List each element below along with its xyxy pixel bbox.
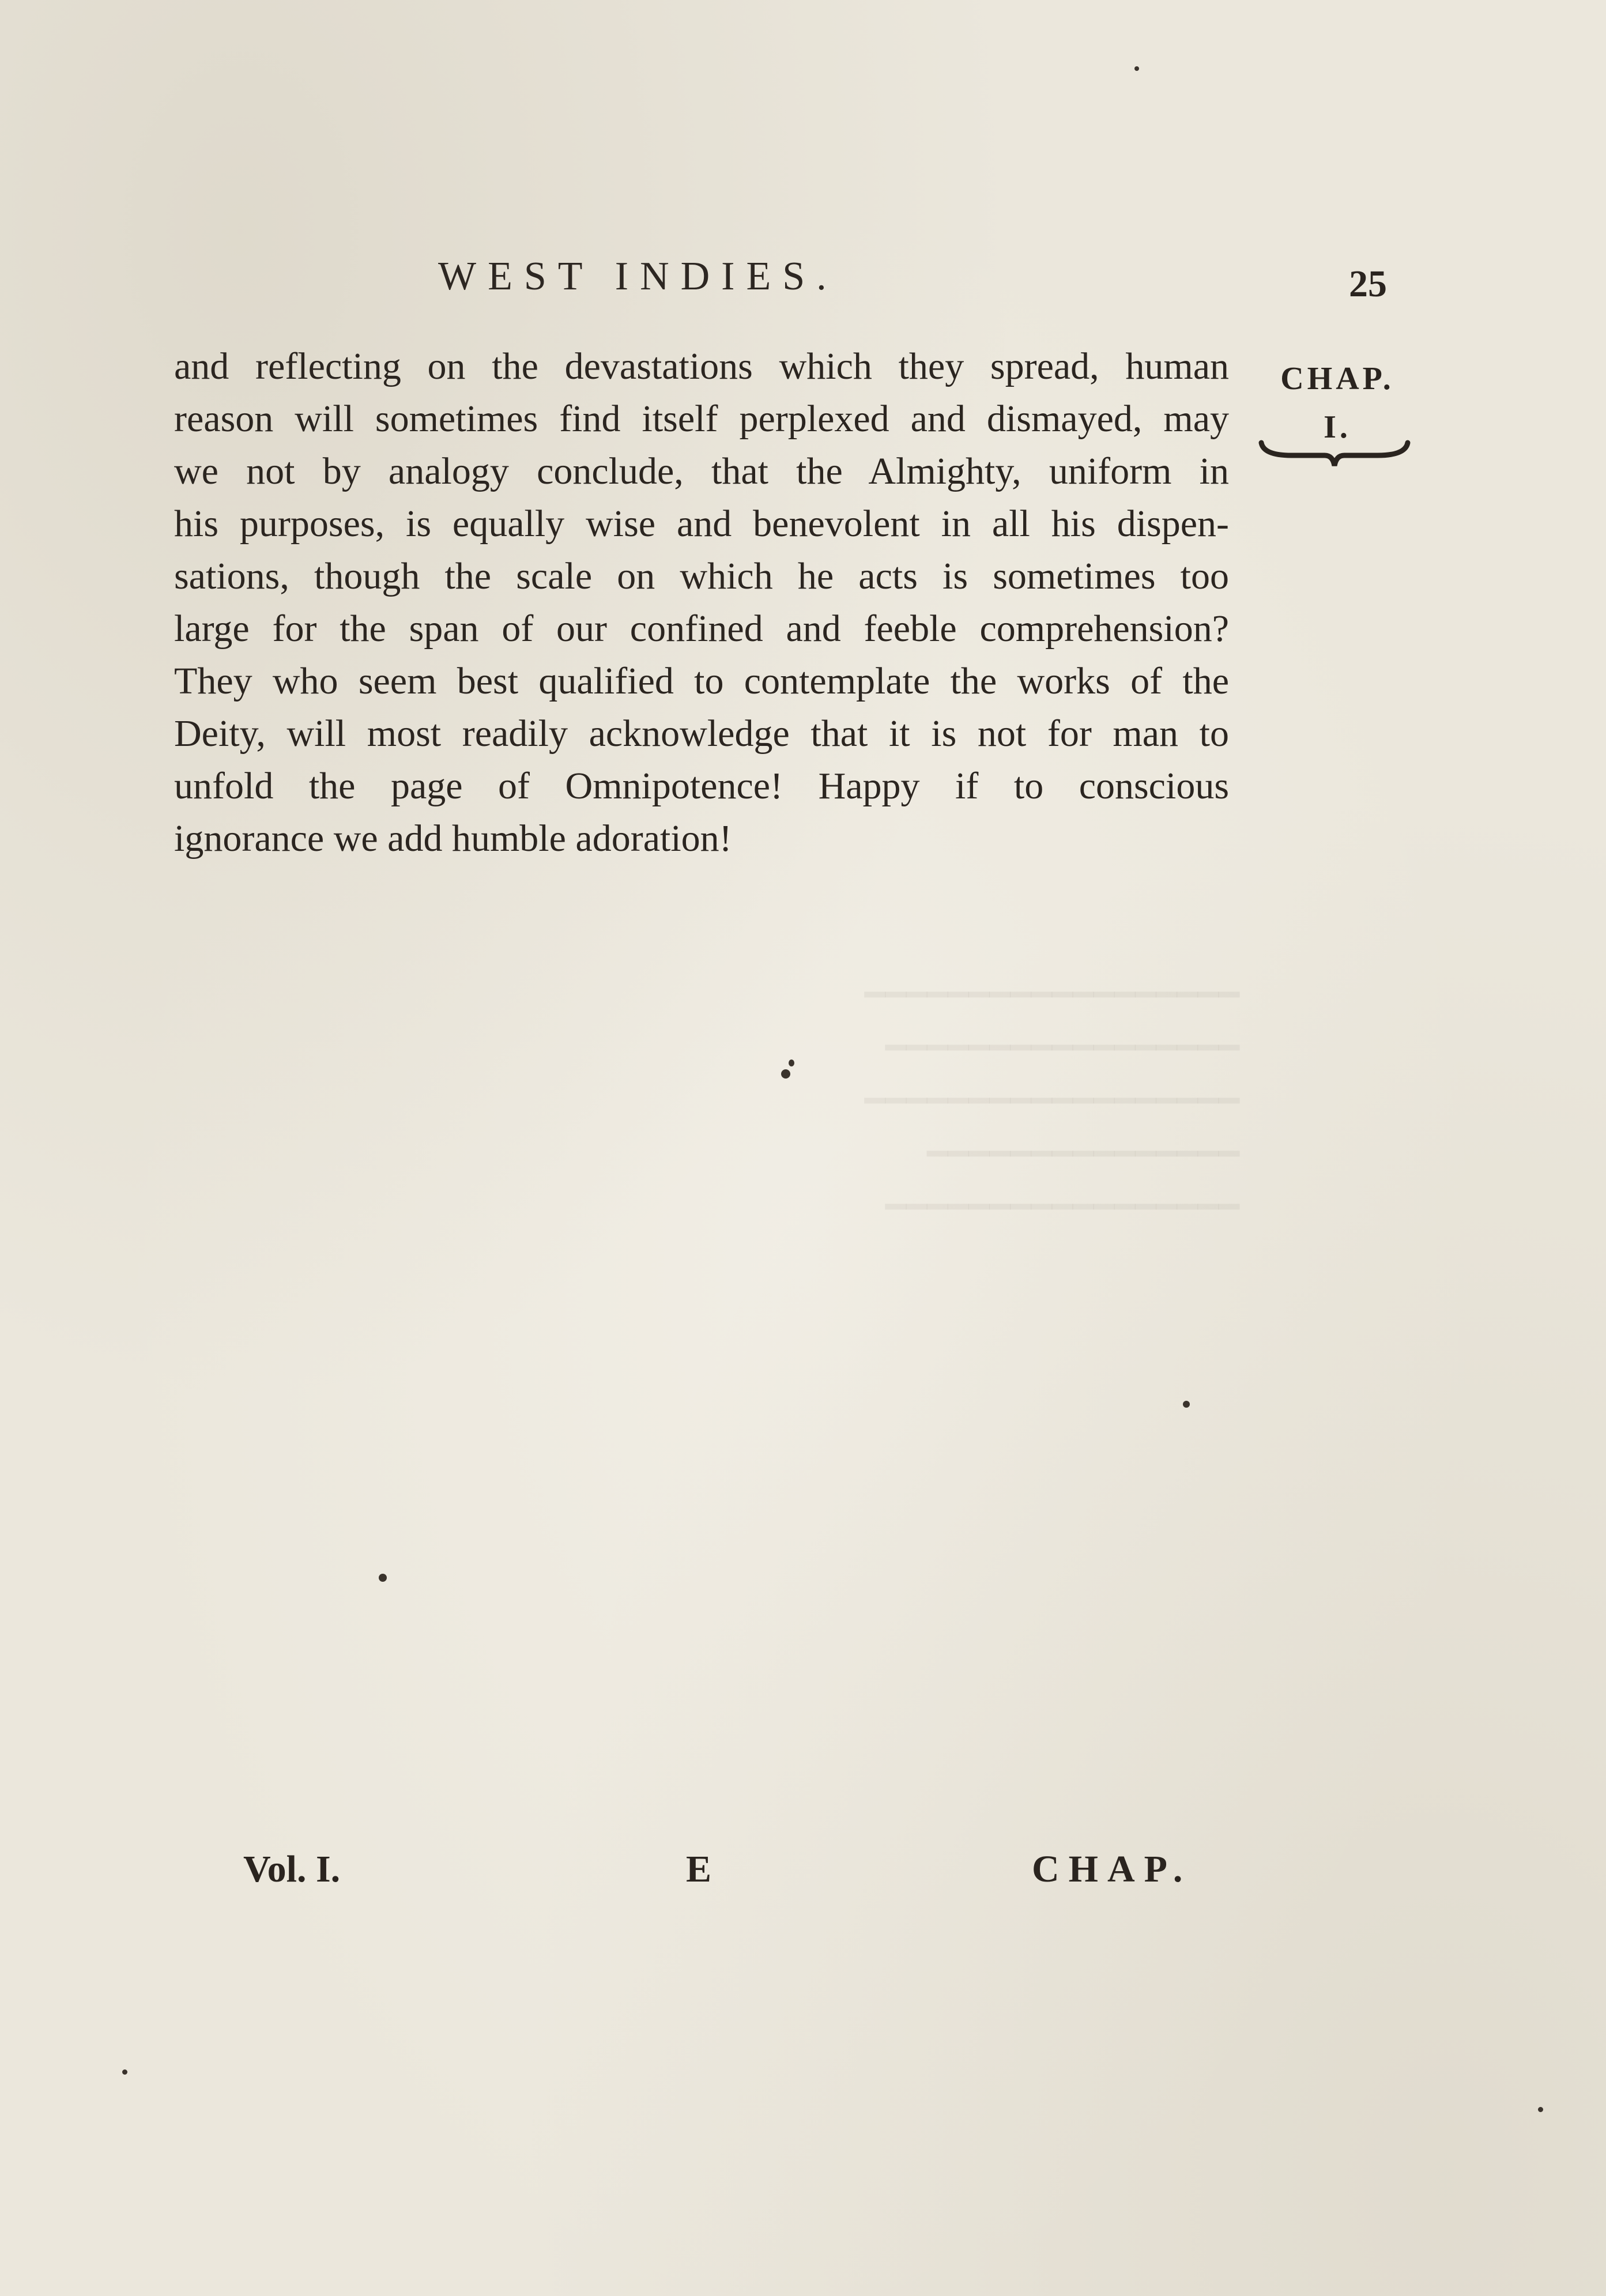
text-line: unfold the page of Omnipotence! Happy if to conscious [174, 765, 1229, 807]
text-line: large for the span of our confined and feeble comprehension? [174, 608, 1229, 650]
body-text [174, 340, 1229, 865]
text-line: Deity, will most readily acknowledge that it is not for man to [174, 712, 1229, 755]
running-head: WEST INDIES. [438, 254, 838, 299]
ink-speck [379, 1574, 387, 1582]
margin-chapter-note [1260, 355, 1415, 451]
catchword: CHAP. [1032, 1848, 1192, 1890]
text-line: we not by analogy conclude, that the Almighty, uniform in [174, 450, 1229, 492]
text-line: and reflecting on the devastations which they spread, human [174, 345, 1229, 387]
margin-chapter-label: CHAP. [1280, 361, 1394, 397]
ink-speck [1134, 66, 1139, 71]
page-number: 25 [1349, 263, 1387, 305]
ink-speck [781, 1069, 790, 1079]
text-line: ignorance we add humble adoration! [174, 817, 732, 859]
text-line: reason will sometimes find itself perplexed and dismayed, may [174, 398, 1229, 440]
margin-chapter-number: I. [1324, 409, 1351, 445]
brace-ornament [1257, 438, 1412, 473]
signature-mark: E [686, 1848, 712, 1890]
ink-speck [122, 2069, 127, 2075]
show-through-texture: ━━━━━━━━━━━━━━━━━━ ━━━━━━━━━━━━━━━━━ ━━━━━━━━━━━━━━━━━━ ━━━━━━━━━━━━━━━ ━━━━━━━━━━━━━━━━━ [864, 976, 1239, 1226]
ink-speck [1538, 2107, 1543, 2112]
text-line: his purposes, is equally wise and benevolent in all his dispen- [174, 503, 1229, 545]
text-line: They who seem best qualified to contemplate the works of the [174, 660, 1229, 702]
volume-label: Vol. I. [243, 1848, 341, 1890]
ink-speck [789, 1060, 794, 1066]
text-line: sations, though the scale on which he acts is sometimes too [174, 555, 1229, 597]
ink-speck [1183, 1401, 1190, 1408]
